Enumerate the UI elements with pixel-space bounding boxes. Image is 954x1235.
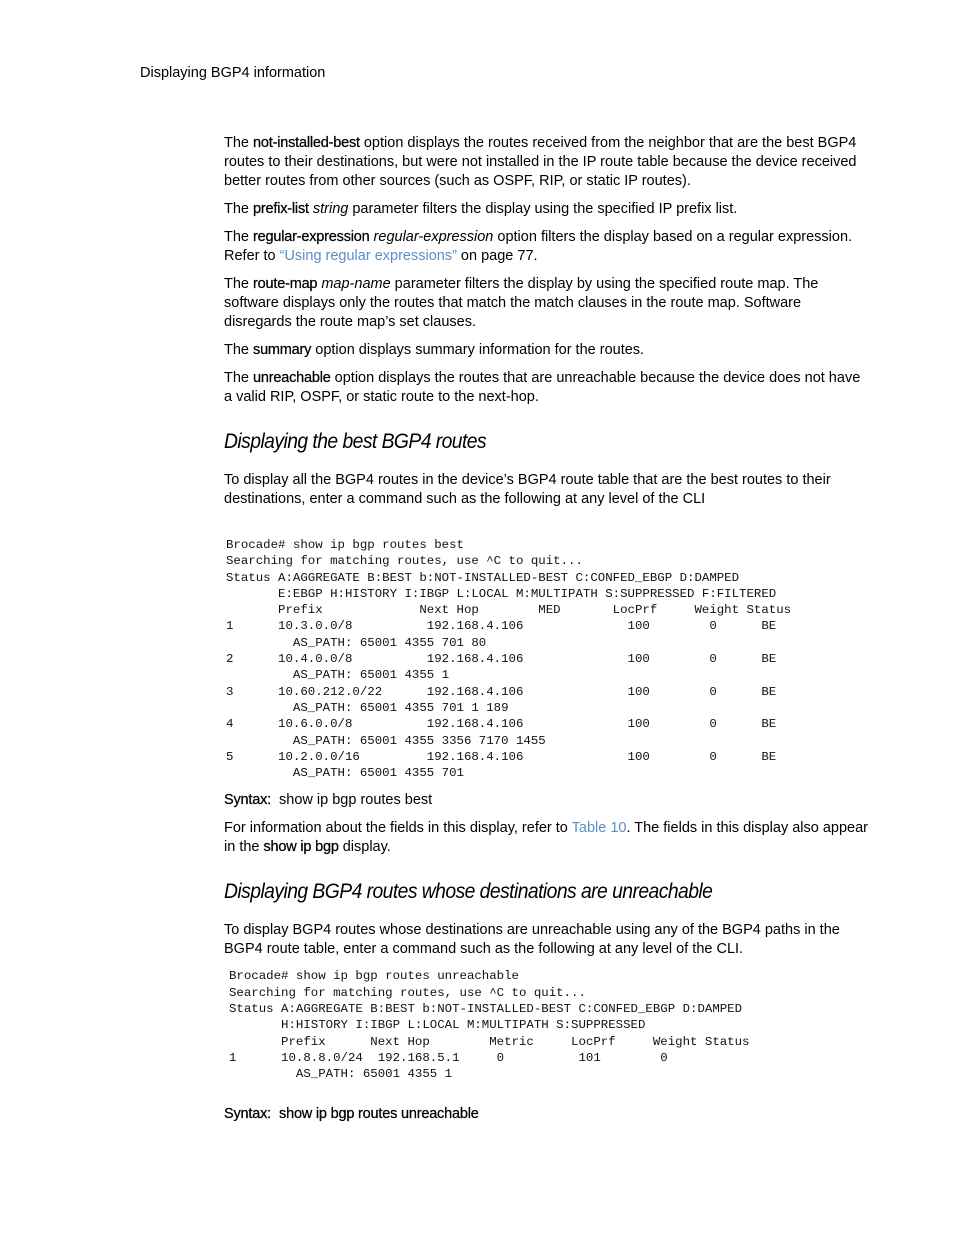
keyword: not-installed-best bbox=[253, 135, 360, 151]
text: parameter filters the display by using the specified route map. The software displays only the routes that match the match clauses in the route map. Software disregards the route map’s set clauses. bbox=[224, 276, 819, 330]
cli-line: Prefix Next Hop Metric LocPrf Weight Status bbox=[229, 1034, 750, 1049]
text: parameter filters the display using the specified IP prefix list. bbox=[348, 201, 738, 217]
cli-line: 2 10.4.0.0/8 192.168.4.106 100 0 BE bbox=[226, 652, 777, 667]
text: The bbox=[224, 135, 254, 151]
keyword: unreachable bbox=[253, 370, 331, 386]
paragraph-unreachable bbox=[224, 369, 872, 407]
syntax-unreachable bbox=[224, 1105, 872, 1124]
text: The bbox=[224, 276, 254, 292]
cli-line: E:EBGP H:HISTORY I:IBGP L:LOCAL M:MULTIPATH S:SUPPRESSED F:FILTERED bbox=[226, 586, 777, 601]
text: option displays the routes that are unreachable because the device does not have a valid RIP, OSPF, or static route to the next-hop. bbox=[224, 370, 861, 405]
keyword: summary bbox=[253, 342, 312, 358]
cli-line: Brocade# show ip bgp routes unreachable bbox=[229, 969, 519, 984]
parameter: string bbox=[312, 201, 349, 217]
cli-output-best-routes bbox=[226, 537, 872, 781]
cli-line: Status A:AGGREGATE B:BEST b:NOT-INSTALLED-BEST C:CONFED_EBGP D:DAMPED bbox=[229, 1002, 743, 1017]
best-routes-intro: To display all the BGP4 routes in the device’s BGP4 route table that are the best routes to their destinations, enter a command such as the following at any level of the CLI bbox=[224, 472, 831, 507]
text: For information about the fields in this display, refer to bbox=[224, 820, 572, 837]
paragraph-prefix-list bbox=[224, 200, 872, 219]
page-content bbox=[224, 134, 872, 1133]
text: The bbox=[224, 342, 254, 358]
cli-line: 1 10.3.0.0/8 192.168.4.106 100 0 BE bbox=[226, 619, 777, 634]
text: . The fields in this display also appear in the bbox=[224, 820, 869, 856]
section-heading-best-routes: Displaying the best BGP4 routes bbox=[224, 430, 487, 453]
cli-line: Status A:AGGREGATE B:BEST b:NOT-INSTALLED-BEST C:CONFED_EBGP D:DAMPED bbox=[226, 570, 740, 585]
section-heading-unreachable: Displaying BGP4 routes whose destinations are unreachable bbox=[224, 880, 713, 904]
text: option displays summary information for the routes. bbox=[311, 342, 645, 358]
keyword: route-map bbox=[253, 276, 318, 292]
cli-line: 1 10.8.8.0/24 192.168.5.1 0 101 0 bbox=[229, 1050, 668, 1065]
paragraph-not-installed-best bbox=[224, 134, 872, 191]
cli-line: AS_PATH: 65001 4355 3356 7170 1455 bbox=[226, 733, 546, 748]
text: option filters the display based on a regular expression. Refer to bbox=[224, 229, 853, 264]
syntax-label: Syntax: bbox=[224, 792, 271, 809]
parameter: map-name bbox=[321, 276, 391, 292]
cross-reference-link[interactable]: “Using regular expressions” bbox=[279, 248, 457, 264]
paragraph-regular-expression bbox=[224, 228, 872, 266]
text: The bbox=[224, 229, 254, 245]
cli-line: AS_PATH: 65001 4355 701 80 bbox=[226, 635, 487, 650]
parameter: regular-expression bbox=[373, 229, 494, 245]
cli-line: Brocade# show ip bgp routes best bbox=[226, 538, 464, 552]
cli-line: Searching for matching routes, use ^C to quit... bbox=[226, 554, 583, 569]
text: The bbox=[224, 201, 254, 217]
cli-line: H:HISTORY I:IBGP L:LOCAL M:MULTIPATH S:SUPPRESSED bbox=[229, 1018, 646, 1033]
cli-line: 4 10.6.0.0/8 192.168.4.106 100 0 BE bbox=[226, 717, 777, 732]
keyword: prefix-list bbox=[253, 201, 309, 217]
cli-line: Searching for matching routes, use ^C to quit... bbox=[229, 985, 586, 1000]
paragraph-summary bbox=[224, 341, 872, 360]
text: display. bbox=[338, 839, 391, 856]
cli-line: AS_PATH: 65001 4355 701 1 189 bbox=[226, 700, 509, 715]
cli-line: AS_PATH: 65001 4355 701 bbox=[226, 766, 464, 781]
cli-line: AS_PATH: 65001 4355 1 bbox=[229, 1067, 453, 1082]
cli-line: 5 10.2.0.0/16 192.168.4.106 100 0 BE bbox=[226, 749, 777, 764]
syntax-command: show ip bgp routes best bbox=[279, 792, 433, 809]
table-reference-link[interactable]: Table 10 bbox=[571, 820, 627, 837]
text: The bbox=[224, 370, 254, 386]
keyword: regular-expression bbox=[253, 229, 370, 245]
text: option displays the routes received from the neighbor that are the best BGP4 routes to their destinations, but were not installed in the IP route table because the device received better routes from other sources (such as OSPF, RIP, or static IP routes). bbox=[224, 135, 857, 189]
running-header: Displaying BGP4 information bbox=[140, 65, 326, 81]
syntax-best bbox=[224, 791, 872, 810]
keyword: show ip bgp bbox=[263, 839, 339, 856]
syntax-label: Syntax: bbox=[224, 1105, 271, 1122]
unreachable-intro: To display BGP4 routes whose destinations are unreachable using any of the BGP4 paths in the BGP4 route table, enter a command such as the following at any level of the CLI. bbox=[224, 922, 840, 958]
fields-info-paragraph bbox=[224, 819, 872, 857]
cli-line: 3 10.60.212.0/22 192.168.4.106 100 0 BE bbox=[226, 684, 777, 699]
cli-line: Prefix Next Hop MED LocPrf Weight Status bbox=[226, 603, 792, 618]
cli-line: AS_PATH: 65001 4355 1 bbox=[226, 668, 450, 683]
text: on page 77. bbox=[456, 248, 538, 264]
cli-output-unreachable bbox=[229, 968, 872, 1082]
paragraph-route-map bbox=[224, 275, 872, 332]
syntax-command: show ip bgp routes unreachable bbox=[279, 1105, 479, 1122]
